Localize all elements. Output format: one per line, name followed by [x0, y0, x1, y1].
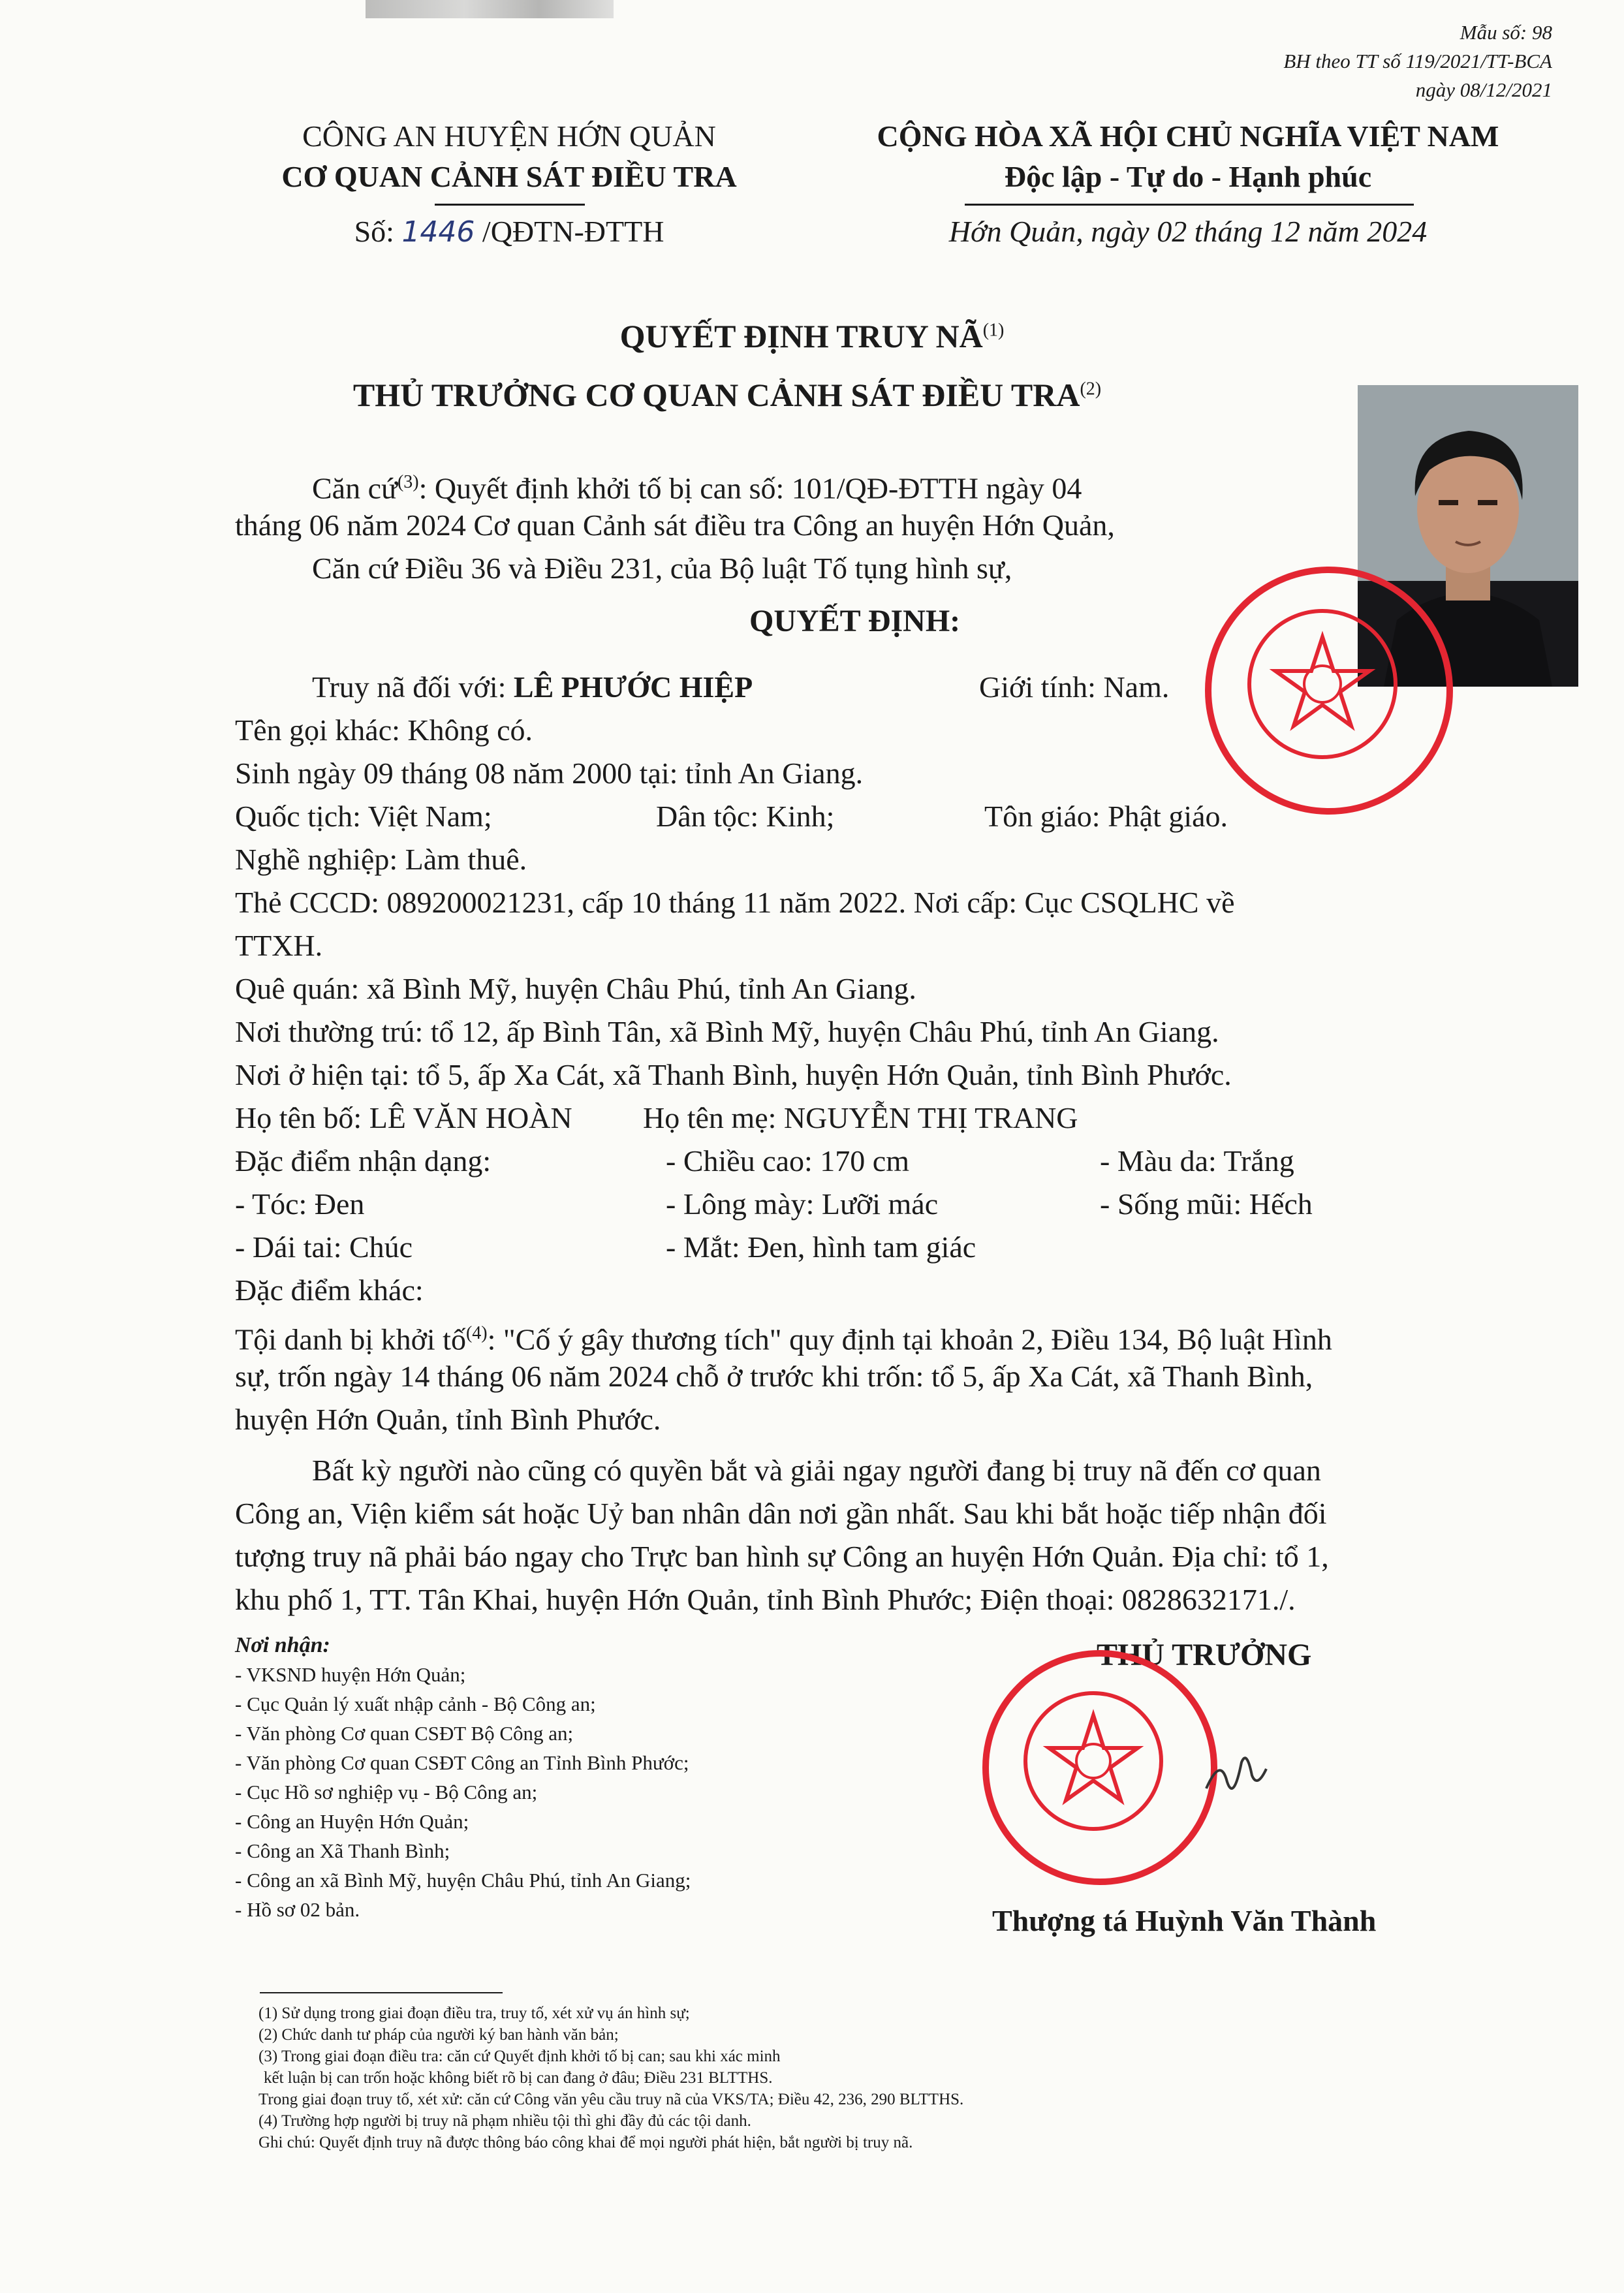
occupation: Nghề nghiệp: Làm thuê.: [235, 843, 527, 876]
feature-skin: - Màu da: Trắng: [1100, 1144, 1294, 1178]
notice-line-1: Bất kỳ người nào cũng có quyền bắt và giải ngay người đang bị truy nã đến cơ quan: [312, 1454, 1321, 1487]
feature-brow: - Lông mày: Lưỡi mác: [666, 1187, 939, 1221]
features-other: Đặc điểm khác:: [235, 1273, 424, 1307]
charge-line-3: huyện Hớn Quản, tỉnh Bình Phước.: [235, 1403, 661, 1436]
basis-line-3: Căn cứ Điều 36 và Điều 231, của Bộ luật Tố tụng hình sự,: [312, 552, 1012, 585]
wanted-prefix: Truy nã đối với:: [312, 670, 507, 704]
document-subtitle: [0, 376, 1539, 414]
gender: Giới tính: Nam.: [979, 670, 1170, 704]
form-line-3: ngày 08/12/2021: [1415, 78, 1552, 101]
number-prefix: Số:: [354, 215, 394, 248]
wanted-line: [312, 666, 753, 709]
recipient-item: - Cục Hồ sơ nghiệp vụ - Bộ Công an;: [235, 1781, 538, 1803]
alias: Tên gọi khác: Không có.: [235, 713, 533, 747]
signature-title: THỦ TRƯỞNG: [1097, 1638, 1312, 1672]
signature-scribble: [1201, 1749, 1273, 1802]
basis-note: (3): [397, 472, 419, 492]
id-card-line-2: TTXH.: [235, 929, 323, 962]
number-suffix: /QĐTN-ĐTTH: [482, 215, 664, 248]
header-left-rule: [435, 204, 585, 206]
father-name: Họ tên bố: LÊ VĂN HOÀN: [235, 1101, 572, 1134]
charge-line-1: [235, 1312, 1332, 1361]
office-name: CƠ QUAN CẢNH SÁT ĐIỀU TRA: [281, 160, 737, 193]
header-right: [809, 116, 1567, 252]
recipient-item: - Cục Quản lý xuất nhập cảnh - Bộ Công an;: [235, 1692, 596, 1715]
id-card-line-1: Thẻ CCCD: 089200021231, cấp 10 tháng 11 năm 2022. Nơi cấp: Cục CSQLHC về: [235, 886, 1235, 919]
charge-prefix: Tội danh bị khởi tố: [235, 1322, 466, 1356]
document-number: [196, 211, 822, 253]
basis-label: Căn cứ: [312, 471, 398, 505]
basis-line-1: [312, 461, 1082, 510]
title-text: QUYẾT ĐỊNH TRUY NÃ: [619, 318, 983, 354]
notice-line-4: khu phố 1, TT. Tân Khai, huyện Hớn Quản, tỉnh Bình Phước; Điện thoại: 0828632171./.: [235, 1583, 1296, 1616]
recipient-item: - Công an Huyện Hớn Quản;: [235, 1810, 469, 1833]
recipient-item: - Công an Xã Thanh Bình;: [235, 1839, 450, 1862]
footnote: Ghi chú: Quyết định truy nã được thông báo công khai để mọi người phát hiện, bắt người bị truy nã.: [258, 2134, 913, 2151]
footnote: (3) Trong giai đoạn điều tra: căn cứ Quyết định khởi tố bị can; sau khi xác minh: [258, 2048, 781, 2065]
handwritten-number: 1446: [401, 215, 475, 249]
recipient-item: - VKSND huyện Hớn Quản;: [235, 1663, 466, 1686]
notice-line-2: Công an, Viện kiểm sát hoặc Uỷ ban nhân dân nơi gần nhất. Sau khi bắt hoặc tiếp nhận đối: [235, 1497, 1327, 1530]
subtitle-text: THỦ TRƯỞNG CƠ QUAN CẢNH SÁT ĐIỀU TRA: [352, 377, 1080, 413]
charge-note: (4): [465, 1323, 488, 1343]
charge-line-2: sự, trốn ngày 14 tháng 06 năm 2024 chỗ ở trước khi trốn: tổ 5, ấp Xa Cát, xã Thanh Bình,: [235, 1360, 1313, 1393]
signer-name: Thượng tá Huỳnh Văn Thành: [992, 1904, 1377, 1937]
title-note: (1): [982, 320, 1005, 341]
footnote: (4) Trường hợp người bị truy nã phạm nhiều tội thì ghi đầy đủ các tội danh.: [258, 2112, 751, 2130]
nationality: Quốc tịch: Việt Nam;: [235, 800, 492, 833]
birth: Sinh ngày 09 tháng 08 năm 2000 tại: tỉnh An Giang.: [235, 757, 864, 790]
recipient-item: - Công an xã Bình Mỹ, huyện Châu Phú, tỉnh An Giang;: [235, 1869, 691, 1892]
country-name: CỘNG HÒA XÃ HỘI CHỦ NGHĨA VIỆT NAM: [877, 119, 1499, 153]
agency-name: CÔNG AN HUYỆN HỚN QUẢN: [302, 119, 716, 153]
recipient-item: - Văn phòng Cơ quan CSĐT Bộ Công an;: [235, 1722, 574, 1745]
scan-edge: [366, 0, 614, 18]
feature-ear: - Dái tai: Chúc: [235, 1230, 413, 1264]
motto: Độc lập - Tự do - Hạnh phúc: [1004, 160, 1372, 193]
recipient-item: - Văn phòng Cơ quan CSĐT Công an Tỉnh Bình Phước;: [235, 1751, 689, 1774]
footnote-rule: [260, 1992, 503, 1993]
recipients-heading: Nơi nhận:: [235, 1633, 330, 1657]
form-line-1: Mẫu số: 98: [1460, 21, 1552, 44]
hometown: Quê quán: xã Bình Mỹ, huyện Châu Phú, tỉnh An Giang.: [235, 972, 916, 1005]
feature-height: - Chiều cao: 170 cm: [666, 1144, 910, 1178]
form-number: [1148, 18, 1552, 104]
mother-name: Họ tên mẹ: NGUYỄN THỊ TRANG: [643, 1101, 1078, 1134]
header-left: [196, 116, 822, 253]
form-line-2: BH theo TT số 119/2021/TT-BCA: [1283, 50, 1552, 72]
feature-hair: - Tóc: Đen: [235, 1187, 365, 1221]
recipient-item: - Hồ sơ 02 bản.: [235, 1898, 360, 1921]
feature-eyes: - Mắt: Đen, hình tam giác: [666, 1230, 976, 1264]
official-seal-lower: [982, 1650, 1217, 1885]
basis-text: : Quyết định khởi tố bị can số: 101/QĐ-ĐTTH ngày 04: [418, 471, 1082, 505]
current-address: Nơi ở hiện tại: tổ 5, ấp Xa Cát, xã Thanh Bình, huyện Hớn Quản, tỉnh Bình Phước.: [235, 1058, 1232, 1091]
footnote: kết luận bị can trốn hoặc không biết rõ bị can đang ở đâu; Điều 231 BLTTHS.: [264, 2069, 773, 2087]
official-seal-upper: [1205, 567, 1453, 815]
decision-heading: QUYẾT ĐỊNH:: [749, 604, 961, 638]
feature-nose: - Sống mũi: Hếch: [1100, 1187, 1313, 1221]
permanent-address: Nơi thường trú: tổ 12, ấp Bình Tân, xã Bình Mỹ, huyện Châu Phú, tỉnh An Giang.: [235, 1015, 1219, 1048]
basis-line-2: tháng 06 năm 2024 Cơ quan Cảnh sát điều tra Công an huyện Hớn Quản,: [235, 508, 1115, 542]
footnote: (1) Sử dụng trong giai đoạn điều tra, truy tố, xét xử vụ án hình sự;: [258, 2004, 690, 2022]
footnote: Trong giai đoạn truy tố, xét xử: căn cứ Công văn yêu cầu truy nã của VKS/TA; Điều 42, 236, 290 BLTTHS.: [258, 2091, 964, 2108]
header-right-rule: [965, 204, 1414, 206]
ethnicity: Dân tộc: Kinh;: [656, 800, 835, 833]
footnote: (2) Chức danh tư pháp của người ký ban hành văn bản;: [258, 2026, 619, 2044]
subtitle-note: (2): [1080, 379, 1102, 399]
document-title: [0, 317, 1624, 355]
religion: Tôn giáo: Phật giáo.: [984, 800, 1228, 833]
recipients: [235, 1630, 953, 1924]
features-heading: Đặc điểm nhận dạng:: [235, 1144, 492, 1178]
wanted-name: LÊ PHƯỚC HIỆP: [513, 670, 753, 704]
place-date: Hớn Quản, ngày 02 tháng 12 năm 2024: [948, 215, 1428, 248]
charge-text: : "Cố ý gây thương tích" quy định tại khoản 2, Điều 134, Bộ luật Hình: [487, 1322, 1332, 1356]
footnotes: [258, 2003, 1499, 2153]
notice-line-3: tượng truy nã phải báo ngay cho Trực ban hình sự Công an huyện Hớn Quản. Địa chỉ: tổ 1,: [235, 1540, 1329, 1573]
